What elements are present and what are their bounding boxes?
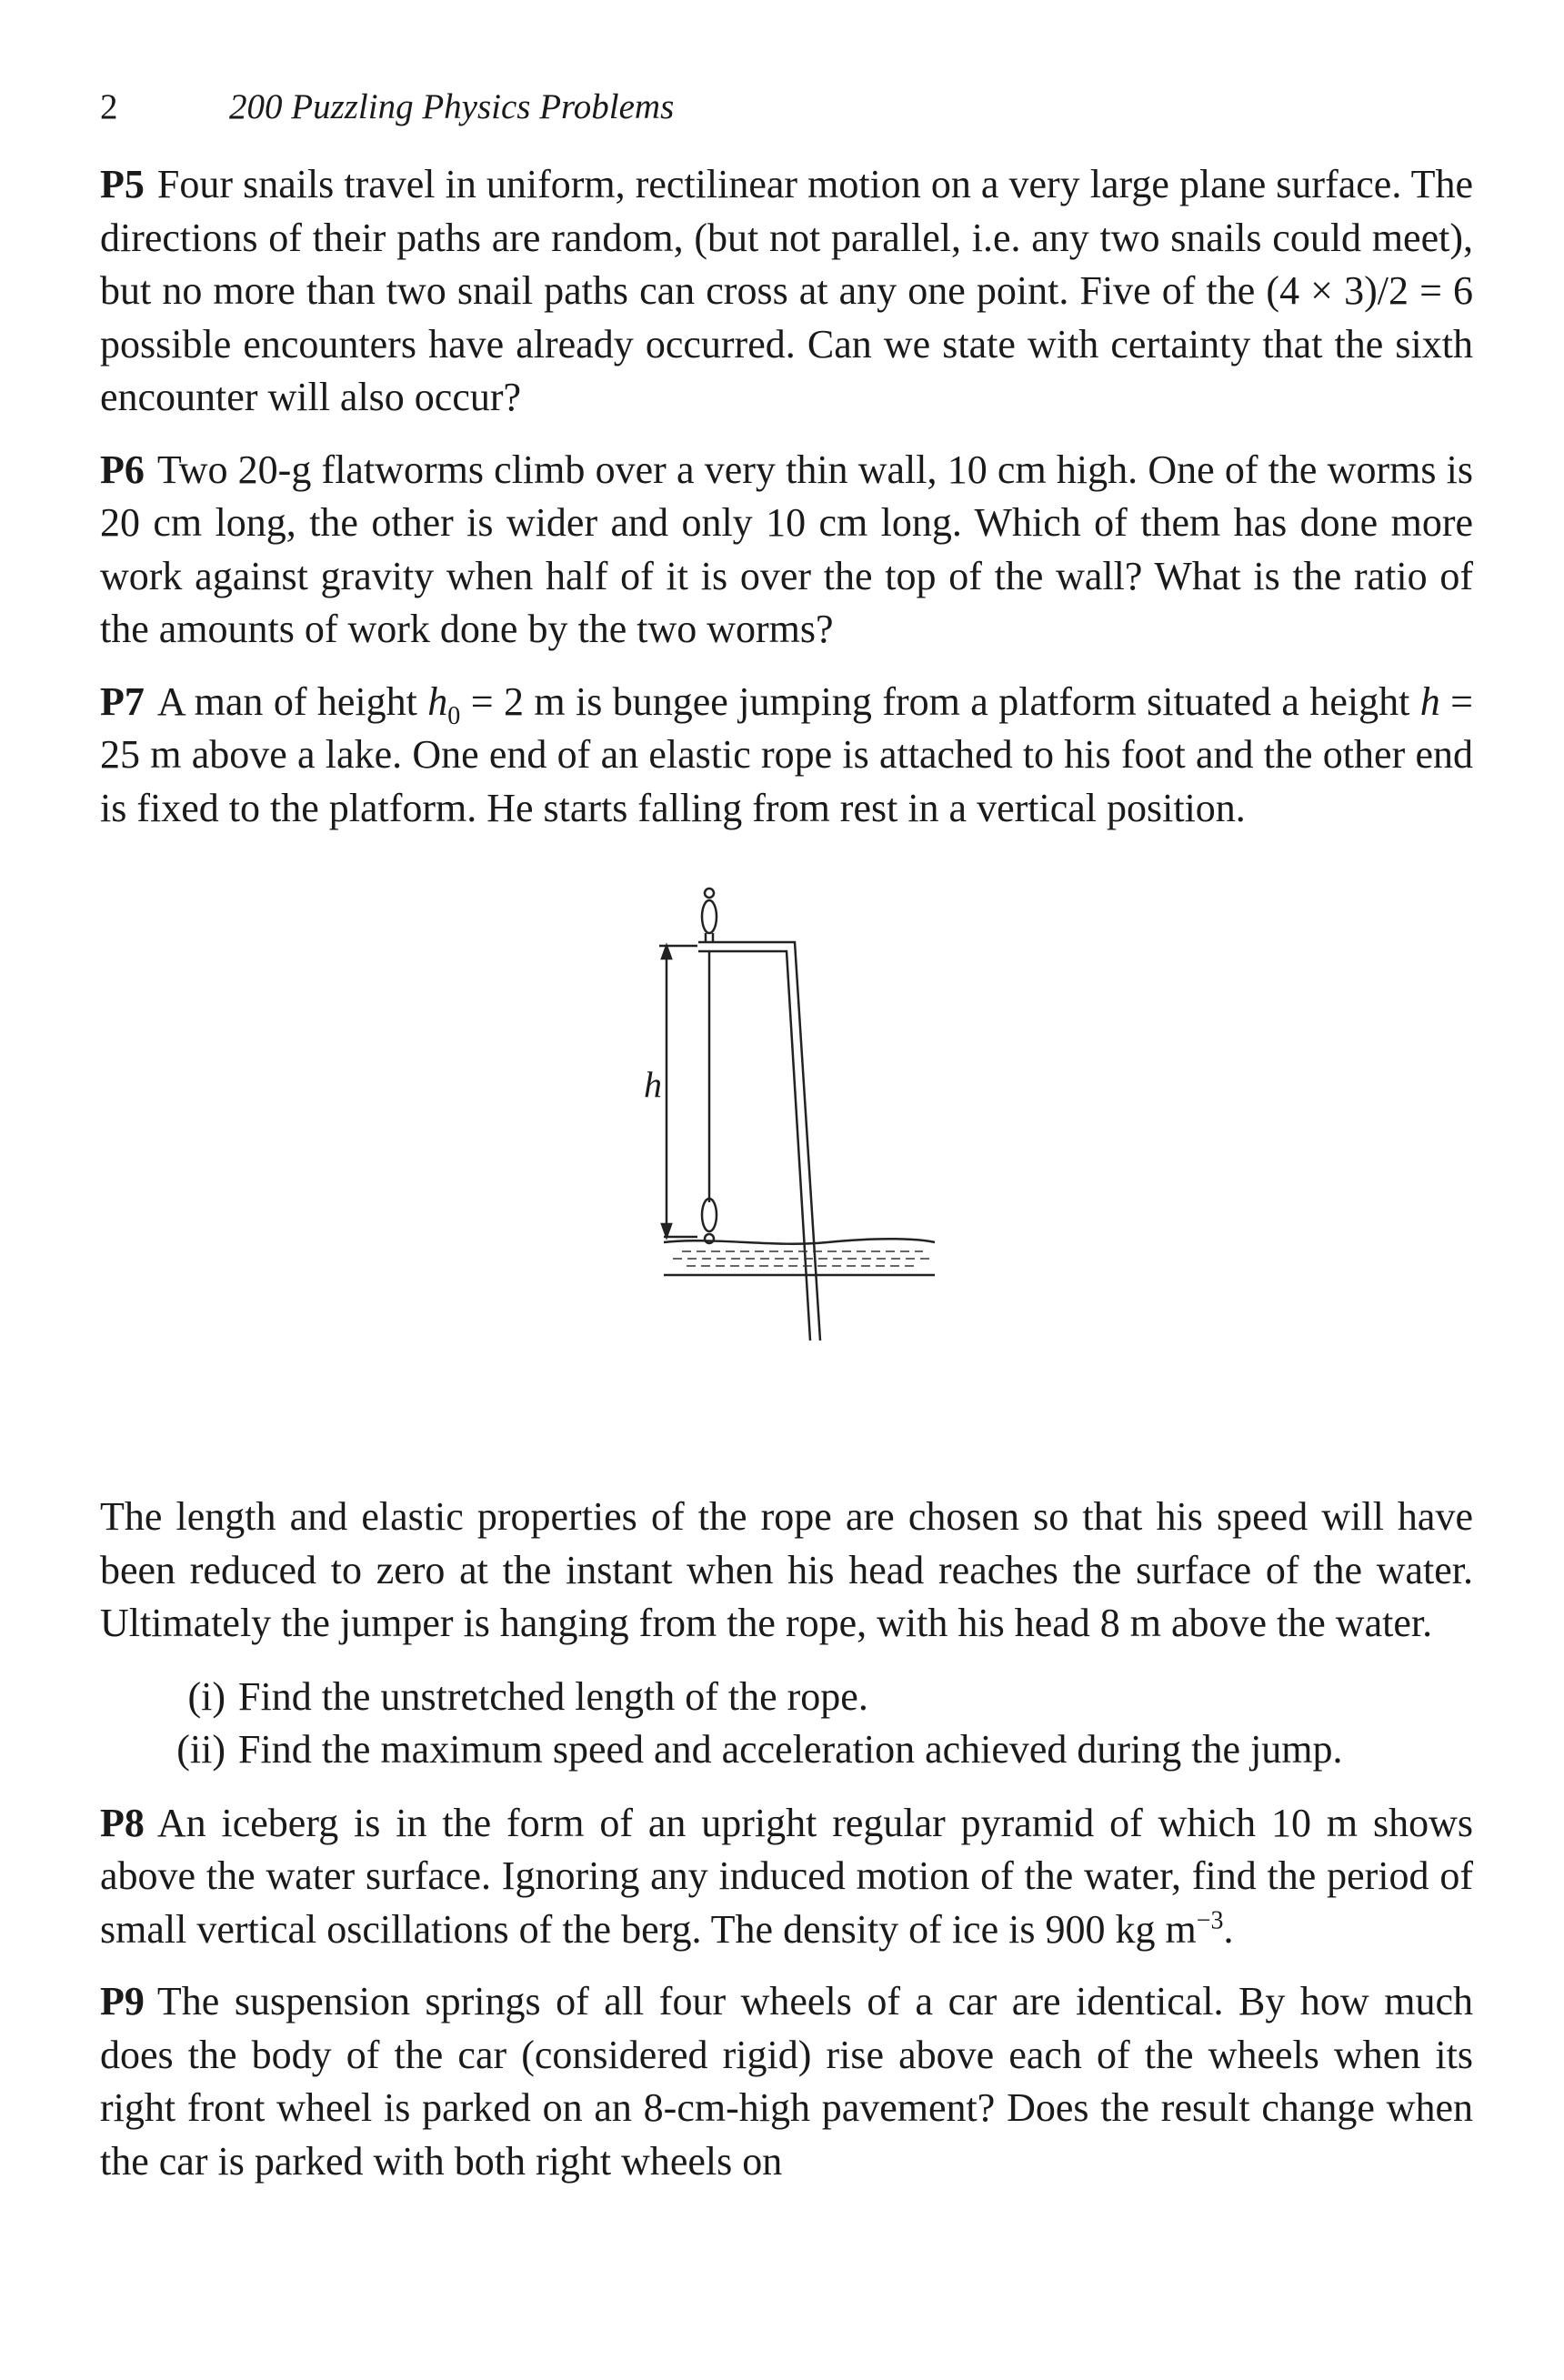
bungee-figure [100,886,1473,1472]
item-text: Find the maximum speed and acceleration achieved during the jump. [238,1727,1343,1772]
man-body-top [702,900,717,933]
man-body-bottom [702,1199,717,1231]
problem-label: P8 [100,1800,145,1845]
dimension-arrow-down [662,1224,671,1237]
dimension-arrow-up [662,946,671,959]
bungee-diagram [100,886,1473,1472]
water-hatching [673,1251,929,1266]
item-number: (ii) [176,1727,226,1772]
item-number: (i) [187,1673,226,1719]
problem-p6 [100,444,1473,657]
exponent: −3 [1196,1905,1224,1934]
problem-text: Four snails travel in uniform, rectilinear motion on a very large plane surface. The directions of their paths are random, (but not parallel, i.e. any two snails could meet), but no more than two snail paths can cross at any one point. Five of the (4 × 3)/2 = 6 possible encounters have already occurred. Can we state with certainty that the sixth encounter will also occur? [100,162,1473,419]
height-label: h [644,1064,662,1105]
page-header [100,86,1473,127]
man-head-top [705,889,714,898]
problem-p5 [100,158,1473,425]
page-number: 2 [100,87,118,126]
problem-p9 [100,1975,1473,2188]
problem-label: P7 [100,678,145,724]
list-item [100,1723,1473,1777]
p7-continuation: The length and elastic properties of the rope are chosen so that his speed will have been reduced to zero at the instant when his head reaches the surface of the water. Ultimately the jumper is hanging from the rope, with his head 8 m above the water. [100,1494,1473,1645]
problem-p7 [100,676,1473,836]
problem-text: Two 20-g flatworms climb over a very thin wall, 10 cm high. One of the worms is 20 cm long, the other is wider and only 10 cm long. Which of them has done more work against gravity when half of it is over the top of the wall? What is the ratio of the amounts of work done by the two worms? [100,447,1473,651]
problem-label: P5 [100,162,145,206]
problem-label: P6 [100,447,145,492]
h-symbol: h [1419,678,1440,724]
h0-subscript: 0 [447,701,461,730]
problem-text-c: = 25 m above a lake. One end of an elastic rope is attached to his foot and the other end is fixed to the platform. He starts falling from rest in a vertical position. [100,678,1473,830]
problem-text: An iceberg is in the form of an upright regular pyramid of which 10 m shows above the water surface. Ignoring any induced motion of the water, find the period of small vertical oscillations of the berg. The density of ice is 900 kg m [100,1800,1473,1952]
item-text: Find the unstretched length of the rope. [238,1673,868,1719]
problem-text-b: = 2 m is bungee jumping from a platform situated a height [460,678,1420,724]
problem-text-a: A man of height [156,678,428,724]
problem-text: The suspension springs of all four wheels of a car are identical. By how much does the body of the car (considered rigid) rise above each of the wheels when its right front wheel is parked on an 8-cm-high pavement? Does the result change when the car is parked with both right wheels on [100,1979,1473,2184]
sentence-end: . [1223,1906,1234,1952]
h0-symbol: h [427,678,448,724]
platform-outer [698,942,820,1341]
p7-questions [100,1671,1473,1777]
list-item [100,1671,1473,1724]
platform-inner [698,951,810,1341]
problem-label: P9 [100,1979,145,2024]
running-title: 200 Puzzling Physics Problems [229,87,675,126]
problem-p8 [100,1797,1473,1957]
page [100,86,1473,2207]
